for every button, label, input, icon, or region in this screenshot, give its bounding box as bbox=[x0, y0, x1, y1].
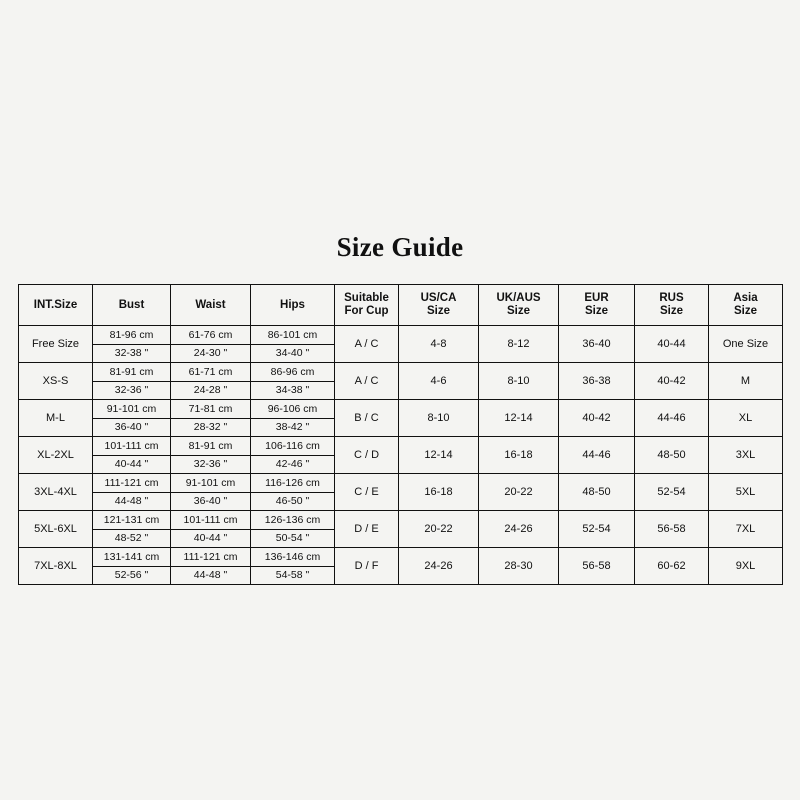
cell-hips-inch: 38-42 " bbox=[275, 420, 310, 433]
column-header-line1: Bust bbox=[118, 298, 145, 311]
cell-bust-cm: 101-111 cm bbox=[93, 438, 170, 456]
cell-bust-inch: 32-38 " bbox=[114, 346, 149, 359]
table-row bbox=[19, 437, 783, 474]
cell-us-ca: 8-10 bbox=[399, 400, 479, 437]
column-header-us-ca-size bbox=[399, 285, 479, 326]
cell-asia: XL bbox=[709, 400, 783, 437]
column-header-uk-aus-size bbox=[479, 285, 559, 326]
cell-waist bbox=[171, 474, 251, 511]
cell-hips-cm: 106-116 cm bbox=[251, 438, 334, 456]
cell-waist-inch: 44-48 " bbox=[193, 568, 228, 581]
cell-us-ca: 20-22 bbox=[399, 511, 479, 548]
column-header-eur-size bbox=[559, 285, 635, 326]
cell-waist-inch: 24-30 " bbox=[193, 346, 228, 359]
table-row bbox=[19, 548, 783, 585]
column-header-line2: Size bbox=[506, 305, 530, 317]
cell-us-ca: 16-18 bbox=[399, 474, 479, 511]
column-header-line1: INT.Size bbox=[33, 298, 78, 311]
cell-hips-cm: 96-106 cm bbox=[251, 401, 334, 419]
cell-cup: D / E bbox=[335, 511, 399, 548]
column-header-line1: UK/AUS bbox=[496, 292, 541, 304]
cell-waist-inch: 24-28 " bbox=[193, 383, 228, 396]
column-header-waist bbox=[171, 285, 251, 326]
page-title: Size Guide bbox=[336, 232, 464, 262]
cell-asia: M bbox=[709, 363, 783, 400]
cell-us-ca: 4-8 bbox=[399, 326, 479, 363]
column-header-line1: US/CA bbox=[420, 292, 457, 304]
cell-waist-cm: 91-101 cm bbox=[171, 475, 250, 493]
cell-cup: C / D bbox=[335, 437, 399, 474]
cell-bust bbox=[93, 363, 171, 400]
column-header-hips bbox=[251, 285, 335, 326]
cell-eur: 56-58 bbox=[559, 548, 635, 585]
cell-hips-inch: 34-40 " bbox=[275, 346, 310, 359]
cell-hips-inch: 50-54 " bbox=[275, 531, 310, 544]
cell-waist-inch: 36-40 " bbox=[193, 494, 228, 507]
cell-rus: 48-50 bbox=[635, 437, 709, 474]
column-header-line1: Suitable bbox=[344, 292, 389, 304]
cell-int-size: XL-2XL bbox=[19, 437, 93, 474]
cell-bust-cm: 111-121 cm bbox=[93, 475, 170, 493]
cell-bust-inch: 52-56 " bbox=[114, 568, 149, 581]
cell-waist bbox=[171, 437, 251, 474]
table-row bbox=[19, 511, 783, 548]
cell-uk-aus: 8-12 bbox=[479, 326, 559, 363]
cell-waist bbox=[171, 511, 251, 548]
cell-bust bbox=[93, 511, 171, 548]
cell-waist-cm: 61-76 cm bbox=[171, 327, 250, 345]
cell-bust-inch: 48-52 " bbox=[114, 531, 149, 544]
cell-bust bbox=[93, 326, 171, 363]
cell-eur: 40-42 bbox=[559, 400, 635, 437]
cell-rus: 52-54 bbox=[635, 474, 709, 511]
cell-asia: 9XL bbox=[709, 548, 783, 585]
cell-uk-aus: 24-26 bbox=[479, 511, 559, 548]
cell-hips-inch: 54-58 " bbox=[275, 568, 310, 581]
column-header-line2: Size bbox=[733, 305, 757, 317]
cell-int-size: M-L bbox=[19, 400, 93, 437]
column-header-int-size bbox=[19, 285, 93, 326]
cell-hips bbox=[251, 363, 335, 400]
cell-bust bbox=[93, 400, 171, 437]
cell-asia: 3XL bbox=[709, 437, 783, 474]
column-header-bust bbox=[93, 285, 171, 326]
cell-eur: 48-50 bbox=[559, 474, 635, 511]
column-header-line2: For Cup bbox=[344, 305, 389, 317]
cell-eur: 36-38 bbox=[559, 363, 635, 400]
cell-waist-cm: 71-81 cm bbox=[171, 401, 250, 419]
column-header-line1: Hips bbox=[280, 298, 305, 311]
cell-hips-cm: 86-96 cm bbox=[251, 364, 334, 382]
cell-bust-inch: 32-36 " bbox=[114, 383, 149, 396]
cell-hips bbox=[251, 400, 335, 437]
cell-bust-cm: 131-141 cm bbox=[93, 549, 170, 567]
column-header-suitable-for-cup bbox=[335, 285, 399, 326]
column-header-asia-size bbox=[709, 285, 783, 326]
cell-waist-cm: 101-111 cm bbox=[171, 512, 250, 530]
cell-bust-cm: 91-101 cm bbox=[93, 401, 170, 419]
cell-hips-inch: 46-50 " bbox=[275, 494, 310, 507]
cell-hips-inch: 42-46 " bbox=[275, 457, 310, 470]
cell-asia: 7XL bbox=[709, 511, 783, 548]
cell-hips-cm: 116-126 cm bbox=[251, 475, 334, 493]
cell-bust-inch: 40-44 " bbox=[114, 457, 149, 470]
cell-bust-cm: 81-96 cm bbox=[93, 327, 170, 345]
cell-rus: 44-46 bbox=[635, 400, 709, 437]
column-header-line2: Size bbox=[659, 305, 683, 317]
cell-hips bbox=[251, 437, 335, 474]
cell-waist-inch: 28-32 " bbox=[193, 420, 228, 433]
cell-bust-cm: 121-131 cm bbox=[93, 512, 170, 530]
cell-eur: 36-40 bbox=[559, 326, 635, 363]
cell-waist-inch: 40-44 " bbox=[193, 531, 228, 544]
cell-asia: One Size bbox=[709, 326, 783, 363]
column-header-line1: EUR bbox=[584, 292, 609, 304]
cell-int-size: 5XL-6XL bbox=[19, 511, 93, 548]
cell-rus: 60-62 bbox=[635, 548, 709, 585]
table-row bbox=[19, 326, 783, 363]
cell-asia: 5XL bbox=[709, 474, 783, 511]
cell-uk-aus: 12-14 bbox=[479, 400, 559, 437]
cell-int-size: Free Size bbox=[19, 326, 93, 363]
cell-uk-aus: 8-10 bbox=[479, 363, 559, 400]
cell-uk-aus: 20-22 bbox=[479, 474, 559, 511]
cell-cup: A / C bbox=[335, 326, 399, 363]
cell-waist bbox=[171, 363, 251, 400]
cell-waist-cm: 61-71 cm bbox=[171, 364, 250, 382]
table-row bbox=[19, 474, 783, 511]
cell-hips bbox=[251, 511, 335, 548]
cell-waist-cm: 81-91 cm bbox=[171, 438, 250, 456]
cell-bust bbox=[93, 437, 171, 474]
cell-hips-cm: 126-136 cm bbox=[251, 512, 334, 530]
cell-bust-inch: 44-48 " bbox=[114, 494, 149, 507]
cell-rus: 40-42 bbox=[635, 363, 709, 400]
cell-waist bbox=[171, 548, 251, 585]
cell-waist-cm: 111-121 cm bbox=[171, 549, 250, 567]
cell-us-ca: 12-14 bbox=[399, 437, 479, 474]
cell-cup: A / C bbox=[335, 363, 399, 400]
cell-us-ca: 24-26 bbox=[399, 548, 479, 585]
cell-eur: 44-46 bbox=[559, 437, 635, 474]
cell-cup: B / C bbox=[335, 400, 399, 437]
cell-hips-cm: 136-146 cm bbox=[251, 549, 334, 567]
cell-eur: 52-54 bbox=[559, 511, 635, 548]
cell-bust bbox=[93, 474, 171, 511]
cell-rus: 40-44 bbox=[635, 326, 709, 363]
cell-bust bbox=[93, 548, 171, 585]
cell-hips-inch: 34-38 " bbox=[275, 383, 310, 396]
cell-uk-aus: 16-18 bbox=[479, 437, 559, 474]
cell-us-ca: 4-6 bbox=[399, 363, 479, 400]
cell-hips bbox=[251, 474, 335, 511]
cell-waist bbox=[171, 326, 251, 363]
cell-bust-cm: 81-91 cm bbox=[93, 364, 170, 382]
column-header-line1: Asia bbox=[733, 292, 758, 304]
column-header-line1: RUS bbox=[659, 292, 684, 304]
cell-rus: 56-58 bbox=[635, 511, 709, 548]
column-header-line2: Size bbox=[584, 305, 608, 317]
cell-waist bbox=[171, 400, 251, 437]
column-header-line2: Size bbox=[426, 305, 450, 317]
size-table-container bbox=[18, 284, 782, 585]
column-header-line1: Waist bbox=[195, 298, 226, 311]
cell-int-size: 7XL-8XL bbox=[19, 548, 93, 585]
cell-cup: D / F bbox=[335, 548, 399, 585]
cell-waist-inch: 32-36 " bbox=[193, 457, 228, 470]
size-guide-table bbox=[18, 284, 783, 585]
cell-hips bbox=[251, 548, 335, 585]
cell-int-size: XS-S bbox=[19, 363, 93, 400]
table-row bbox=[19, 363, 783, 400]
cell-cup: C / E bbox=[335, 474, 399, 511]
column-header-rus-size bbox=[635, 285, 709, 326]
cell-bust-inch: 36-40 " bbox=[114, 420, 149, 433]
cell-hips-cm: 86-101 cm bbox=[251, 327, 334, 345]
cell-uk-aus: 28-30 bbox=[479, 548, 559, 585]
cell-int-size: 3XL-4XL bbox=[19, 474, 93, 511]
cell-hips bbox=[251, 326, 335, 363]
table-row bbox=[19, 400, 783, 437]
table-header-row bbox=[19, 285, 783, 326]
